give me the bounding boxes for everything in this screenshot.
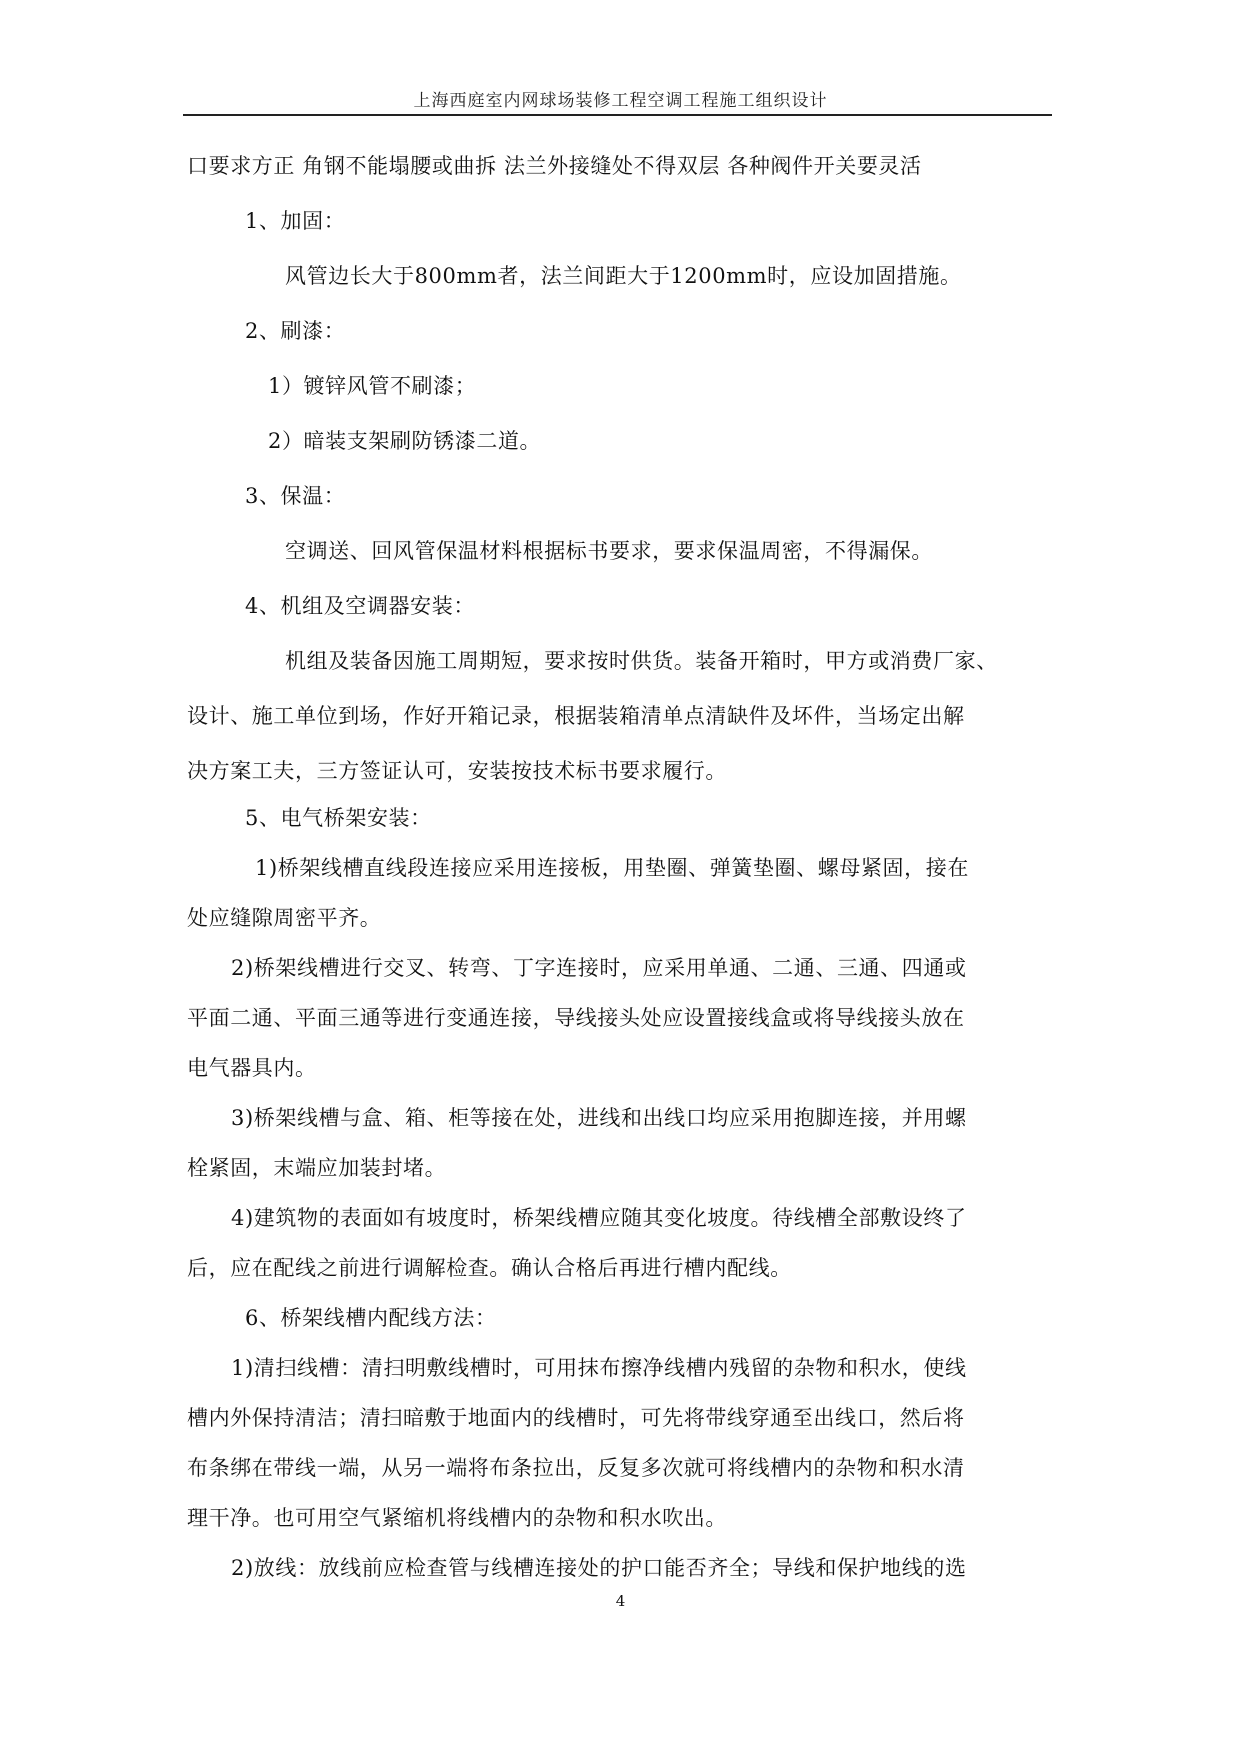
body-line: 3)桥架线槽与盒、箱、柜等接在处，进线和出线口均应采用抱脚连接，并用螺 bbox=[231, 1106, 967, 1130]
page-number: 4 bbox=[615, 1592, 626, 1610]
running-header-title: 上海西庭室内网球场装修工程空调工程施工组织设计 bbox=[413, 91, 828, 111]
body-line: 2)桥架线槽进行交叉、转弯、丁字连接时，应采用单通、二通、三通、四通或 bbox=[231, 956, 967, 980]
body-line: 后，应在配线之前进行调解检查。确认合格后再进行槽内配线。 bbox=[187, 1256, 792, 1280]
body-line: 理干净。也可用空气紧缩机将线槽内的杂物和积水吹出。 bbox=[187, 1506, 727, 1530]
body-line: 处应缝隙周密平齐。 bbox=[187, 906, 382, 930]
header-divider bbox=[183, 114, 1052, 116]
body-line: 2)放线：放线前应检查管与线槽连接处的护口能否齐全；导线和保护地线的选 bbox=[231, 1556, 967, 1580]
body-line: 决方案工夫，三方签证认可，安装按技术标书要求履行。 bbox=[187, 759, 727, 783]
body-line: 1）镀锌风管不刷漆； bbox=[268, 374, 477, 398]
section-heading: 3、保温： bbox=[245, 484, 346, 508]
section-heading: 6、桥架线槽内配线方法： bbox=[245, 1306, 497, 1330]
body-line: 槽内外保持清洁；清扫暗敷于地面内的线槽时，可先将带线穿通至出线口，然后将 bbox=[187, 1406, 965, 1430]
body-line: 1)桥架线槽直线段连接应采用连接板，用垫圈、弹簧垫圈、螺母紧固，接在 bbox=[255, 856, 969, 880]
body-line: 口要求方正 角钢不能塌腰或曲拆 法兰外接缝处不得双层 各种阀件开关要灵活 bbox=[187, 154, 922, 178]
body-line: 电气器具内。 bbox=[187, 1056, 317, 1080]
body-line: 4)建筑物的表面如有坡度时，桥架线槽应随其变化坡度。待线槽全部敷设终了 bbox=[231, 1206, 967, 1230]
section-heading: 1、加固： bbox=[245, 209, 346, 233]
section-heading: 5、电气桥架安装： bbox=[245, 806, 432, 830]
section-heading: 2、刷漆： bbox=[245, 319, 346, 343]
body-line: 设计、施工单位到场，作好开箱记录，根据装箱清单点清缺件及坏件，当场定出解 bbox=[187, 704, 965, 728]
body-line: 空调送、回风管保温材料根据标书要求，要求保温周密，不得漏保。 bbox=[285, 539, 933, 563]
body-line: 机组及装备因施工周期短，要求按时供货。装备开箱时，甲方或消费厂家、 bbox=[285, 649, 998, 673]
body-line: 平面二通、平面三通等进行变通连接，导线接头处应设置接线盒或将导线接头放在 bbox=[187, 1006, 965, 1030]
body-line: 1)清扫线槽：清扫明敷线槽时，可用抹布擦净线槽内残留的杂物和积水，使线 bbox=[231, 1356, 967, 1380]
section-heading: 4、机组及空调器安装： bbox=[245, 594, 475, 618]
body-line: 风管边长大于800mm者，法兰间距大于1200mm时，应设加固措施。 bbox=[285, 264, 962, 288]
body-line: 2）暗装支架刷防锈漆二道。 bbox=[268, 429, 542, 453]
body-line: 布条绑在带线一端，从另一端将布条拉出，反复多次就可将线槽内的杂物和积水清 bbox=[187, 1456, 965, 1480]
body-line: 栓紧固，末端应加装封堵。 bbox=[187, 1156, 447, 1180]
